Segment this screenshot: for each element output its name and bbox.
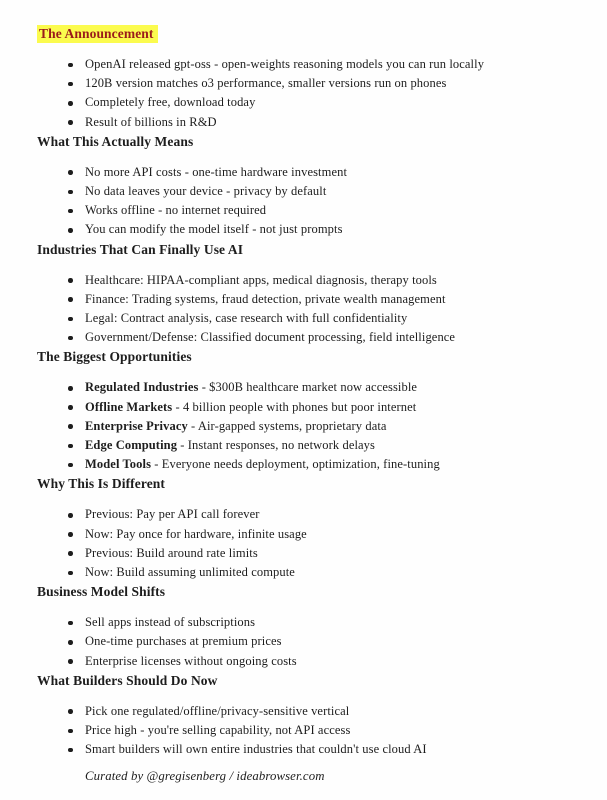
bullet-text: Government/Defense: Classified document processing, field intelligence bbox=[85, 330, 456, 345]
list-item bbox=[85, 309, 567, 328]
bullet-list bbox=[37, 163, 567, 240]
heading-industries-that-can-finally-use-ai: Industries That Can Finally Use AI bbox=[37, 241, 244, 257]
footer-credit: Curated by @gregisenberg / ideabrowser.com bbox=[85, 769, 325, 784]
bullet-list bbox=[37, 55, 567, 132]
bullet-text: Price high - you're selling capability, not API access bbox=[85, 723, 351, 738]
bullet-text: - $300B healthcare market now accessible bbox=[198, 380, 418, 395]
bullet-list bbox=[37, 378, 567, 474]
list-item bbox=[85, 182, 567, 201]
heading-what-builders-should-do-now: What Builders Should Do Now bbox=[37, 672, 218, 688]
bullet-text: Now: Build assuming unlimited compute bbox=[85, 565, 295, 580]
bullet-lead: Model Tools bbox=[85, 457, 152, 472]
bullet-text: No more API costs - one-time hardware investment bbox=[85, 164, 348, 179]
list-item bbox=[85, 652, 567, 671]
list-item bbox=[85, 163, 567, 182]
bullet-text: Smart builders will own entire industries that couldn't use cloud AI bbox=[85, 742, 427, 757]
list-item bbox=[85, 378, 567, 397]
heading-the-announcement bbox=[37, 26, 567, 41]
bullet-text: - Everyone needs deployment, optimization, fine-tuning bbox=[151, 457, 440, 472]
bullet-text: - Air-gapped systems, proprietary data bbox=[187, 418, 387, 433]
highlighted-title-text: The Announcement bbox=[37, 25, 158, 43]
list-item bbox=[85, 563, 567, 582]
bullet-text: Now: Pay once for hardware, infinite usage bbox=[85, 526, 307, 541]
bullet-text: OpenAI released gpt-oss - open-weights reasoning models you can run locally bbox=[85, 57, 485, 71]
bullet-text: Enterprise licenses without ongoing costs bbox=[85, 653, 297, 668]
bullet-text: Result of billions in R&D bbox=[85, 114, 217, 129]
list-item bbox=[85, 328, 567, 347]
heading-what-this-actually-means: What This Actually Means bbox=[37, 133, 194, 149]
list-item bbox=[85, 613, 567, 632]
bullet-text: No data leaves your device - privacy by default bbox=[85, 184, 327, 199]
bullet-text: Finance: Trading systems, fraud detection, private wealth management bbox=[85, 291, 446, 306]
bullet-text: Completely free, download today bbox=[85, 95, 256, 110]
list-item bbox=[85, 436, 567, 455]
list-item bbox=[85, 544, 567, 563]
bullet-text: Legal: Contract analysis, case research with full confidentiality bbox=[85, 311, 408, 326]
heading-business-model-shifts: Business Model Shifts bbox=[37, 584, 166, 600]
list-item bbox=[85, 55, 567, 74]
list-item bbox=[85, 417, 567, 436]
bullet-text: One-time purchases at premium prices bbox=[85, 634, 282, 649]
heading-the-biggest-opportunities: The Biggest Opportunities bbox=[37, 349, 192, 365]
list-item bbox=[85, 632, 567, 651]
list-item bbox=[85, 271, 567, 290]
list-item bbox=[85, 721, 567, 740]
list-item bbox=[85, 740, 567, 759]
list-item bbox=[85, 74, 567, 93]
list-item bbox=[85, 113, 567, 132]
bullet-lead: Offline Markets bbox=[85, 399, 173, 414]
bullet-text: 120B version matches o3 performance, smaller versions run on phones bbox=[85, 76, 447, 91]
bullet-text: Previous: Build around rate limits bbox=[85, 545, 258, 560]
list-item bbox=[85, 702, 567, 721]
bullet-list bbox=[37, 505, 567, 582]
bullet-text: Works offline - no internet required bbox=[85, 203, 267, 218]
bullet-text: Healthcare: HIPAA-compliant apps, medical diagnosis, therapy tools bbox=[85, 272, 437, 287]
list-item bbox=[85, 505, 567, 524]
heading-why-this-is-different: Why This Is Different bbox=[37, 476, 165, 492]
list-item bbox=[85, 455, 567, 474]
bullet-text: You can modify the model itself - not just prompts bbox=[85, 222, 343, 237]
bullet-lead: Edge Computing bbox=[85, 438, 178, 453]
list-item bbox=[85, 93, 567, 112]
bullet-text: Previous: Pay per API call forever bbox=[85, 507, 260, 522]
bullet-text: Pick one regulated/offline/privacy-sensitive vertical bbox=[85, 703, 350, 718]
list-item bbox=[85, 220, 567, 239]
bullet-list bbox=[37, 702, 567, 760]
bullet-lead: Enterprise Privacy bbox=[85, 418, 188, 433]
bullet-text: Sell apps instead of subscriptions bbox=[85, 615, 256, 630]
list-item bbox=[85, 290, 567, 309]
bullet-lead: Regulated Industries bbox=[85, 380, 199, 395]
bullet-list bbox=[37, 613, 567, 671]
bullet-text: - 4 billion people with phones but poor internet bbox=[172, 399, 417, 414]
list-item bbox=[85, 201, 567, 220]
list-item bbox=[85, 525, 567, 544]
bullet-text: - Instant responses, no network delays bbox=[177, 438, 376, 453]
bullet-list bbox=[37, 271, 567, 348]
list-item bbox=[85, 398, 567, 417]
